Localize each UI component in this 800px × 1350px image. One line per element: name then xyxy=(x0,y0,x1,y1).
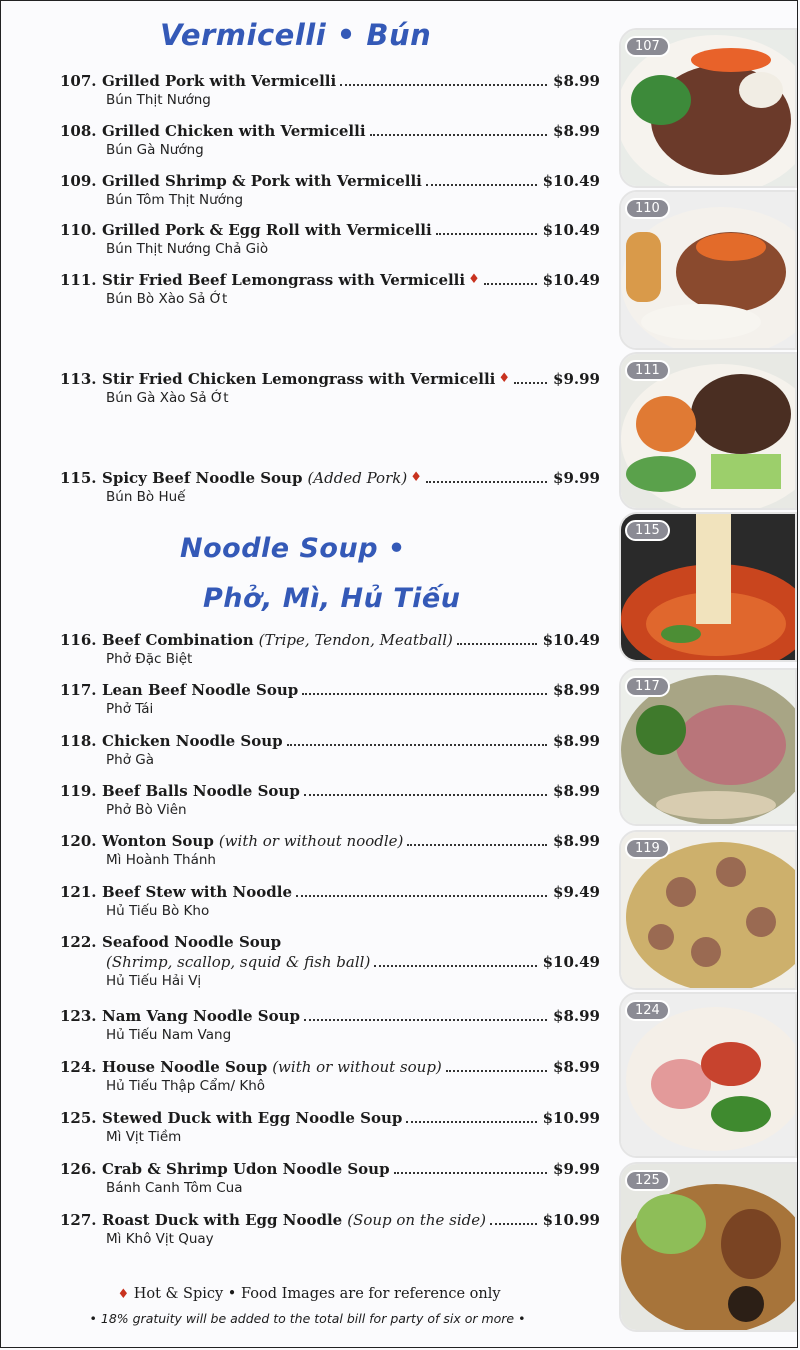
item-vietnamese-name: Mì Hoành Thánh xyxy=(106,852,216,868)
item-vietnamese-name: Bún Bò Huế xyxy=(106,489,186,505)
item-price: $8.99 xyxy=(553,782,600,800)
item-number: 107. xyxy=(60,72,97,90)
item-number: 124. xyxy=(60,1058,97,1076)
menu-item xyxy=(60,220,600,259)
item-name: Seafood Noodle Soup xyxy=(102,933,282,951)
chili-pepper-icon: ♦ xyxy=(468,272,480,287)
menu-item xyxy=(60,1108,600,1147)
item-price: $9.99 xyxy=(553,469,600,487)
menu-item xyxy=(60,781,600,820)
item-name: Lean Beef Noodle Soup xyxy=(102,681,299,699)
item-name: Stir Fried Beef Lemongrass with Vermicelli xyxy=(102,271,466,289)
dot-leader xyxy=(302,693,547,695)
item-price: $8.99 xyxy=(553,122,600,140)
photo-number-badge: 124 xyxy=(625,1000,670,1021)
food-photo xyxy=(619,1162,797,1332)
menu-item xyxy=(60,1057,600,1096)
item-price: $9.99 xyxy=(553,1160,600,1178)
item-note: (Shrimp, scallop, squid & fish ball) xyxy=(106,953,371,971)
menu-item xyxy=(60,630,600,669)
item-vietnamese-name: Phở Đặc Biệt xyxy=(106,651,193,667)
item-note: (with or without noodle) xyxy=(218,832,404,850)
dot-leader xyxy=(426,184,537,186)
item-price: $9.49 xyxy=(553,883,600,901)
item-number: 115. xyxy=(60,469,97,487)
item-number: 119. xyxy=(60,782,97,800)
dot-leader xyxy=(304,1019,547,1021)
legend-text: Hot & Spicy • Food Images are for reference only xyxy=(133,1286,501,1302)
noodle-soup-section-title: Noodle Soup • xyxy=(180,533,406,564)
item-vietnamese-name: Mì Khô Vịt Quay xyxy=(106,1231,214,1247)
item-vietnamese-name: Phở Tái xyxy=(106,701,154,717)
item-price: $8.99 xyxy=(553,72,600,90)
dot-leader xyxy=(484,283,537,285)
gratuity-note: • 18% gratuity will be added to the total bill for party of six or more • xyxy=(89,1311,526,1326)
dot-leader xyxy=(407,844,547,846)
item-price: $10.99 xyxy=(542,1211,600,1229)
item-vietnamese-name: Phở Bò Viên xyxy=(106,802,187,818)
item-name: Chicken Noodle Soup xyxy=(102,732,283,750)
dot-leader xyxy=(436,233,537,235)
dot-leader xyxy=(304,794,547,796)
item-price: $8.99 xyxy=(553,1058,600,1076)
item-name: Wonton Soup xyxy=(102,832,214,850)
item-price: $10.49 xyxy=(542,221,600,239)
item-price: $8.99 xyxy=(553,1007,600,1025)
chili-pepper-icon: ♦ xyxy=(498,371,511,386)
item-vietnamese-name: Bún Gà Xào Sả Ớt xyxy=(106,390,229,406)
menu-item xyxy=(60,680,600,719)
item-number: 113. xyxy=(60,370,97,388)
food-photo xyxy=(619,190,797,350)
item-vietnamese-name: Bún Thịt Nướng Chả Giò xyxy=(106,241,269,257)
item-vietnamese-name: Bánh Canh Tôm Cua xyxy=(106,1180,243,1196)
dot-leader xyxy=(457,643,537,645)
menu-item xyxy=(60,731,600,770)
item-vietnamese-name: Bún Tôm Thịt Nướng xyxy=(106,192,244,208)
dot-leader xyxy=(374,965,536,967)
food-photo xyxy=(619,28,797,188)
food-photo xyxy=(619,512,797,662)
dot-leader xyxy=(296,895,547,897)
food-photo xyxy=(619,992,797,1158)
dot-leader xyxy=(446,1070,547,1072)
item-number: 122. xyxy=(60,933,97,951)
photo-number-badge: 119 xyxy=(625,838,670,859)
photo-number-badge: 110 xyxy=(625,198,670,219)
item-vietnamese-name: Hủ Tiếu Bò Kho xyxy=(106,903,210,919)
item-number: 108. xyxy=(60,122,97,140)
spicy-legend xyxy=(0,1286,615,1302)
item-number: 118. xyxy=(60,732,97,750)
menu-item xyxy=(60,1159,600,1198)
item-price: $9.99 xyxy=(553,370,600,388)
item-number: 111. xyxy=(60,271,97,289)
menu-item xyxy=(60,1006,600,1045)
dot-leader xyxy=(426,481,547,483)
item-price: $10.49 xyxy=(542,271,600,289)
menu-item xyxy=(60,71,600,110)
item-number: 109. xyxy=(60,172,97,190)
photo-number-badge: 107 xyxy=(625,36,670,57)
dot-leader xyxy=(370,134,547,136)
photo-number-badge: 115 xyxy=(625,520,670,541)
item-name: House Noodle Soup xyxy=(102,1058,268,1076)
menu-item xyxy=(60,121,600,160)
item-name: Nam Vang Noodle Soup xyxy=(102,1007,301,1025)
item-price: $8.99 xyxy=(553,681,600,699)
item-number: 120. xyxy=(60,832,97,850)
item-number: 121. xyxy=(60,883,97,901)
item-note: (Added Pork) xyxy=(307,469,408,487)
food-photo xyxy=(619,830,797,990)
item-price: $8.99 xyxy=(553,732,600,750)
item-price: $8.99 xyxy=(553,832,600,850)
item-note: (Tripe, Tendon, Meatball) xyxy=(258,631,453,649)
item-vietnamese-name: Mì Vịt Tiềm xyxy=(106,1129,182,1145)
photo-number-badge: 125 xyxy=(625,1170,670,1191)
item-price: $10.49 xyxy=(542,953,600,971)
item-number: 116. xyxy=(60,631,97,649)
dot-leader xyxy=(394,1172,547,1174)
item-name: Grilled Pork & Egg Roll with Vermicelli xyxy=(102,221,432,239)
item-number: 125. xyxy=(60,1109,97,1127)
photo-number-badge: 117 xyxy=(625,676,670,697)
menu-item xyxy=(60,171,600,210)
menu-item xyxy=(60,882,600,921)
food-photo xyxy=(619,352,797,510)
item-price: $10.99 xyxy=(542,1109,600,1127)
dot-leader xyxy=(406,1121,536,1123)
item-number: 123. xyxy=(60,1007,97,1025)
item-name: Grilled Chicken with Vermicelli xyxy=(102,122,366,140)
item-vietnamese-name: Bún Gà Nướng xyxy=(106,142,204,158)
item-number: 117. xyxy=(60,681,97,699)
item-price: $10.49 xyxy=(542,631,600,649)
dot-leader xyxy=(287,744,547,746)
item-vietnamese-name: Bún Bò Xào Sả Ớt xyxy=(106,291,228,307)
item-price: $10.49 xyxy=(542,172,600,190)
item-name: Roast Duck with Egg Noodle xyxy=(102,1211,343,1229)
item-number: 127. xyxy=(60,1211,97,1229)
item-name: Beef Combination xyxy=(102,631,254,649)
item-name: Stewed Duck with Egg Noodle Soup xyxy=(102,1109,403,1127)
item-vietnamese-name: Bún Thịt Nướng xyxy=(106,92,211,108)
noodle-soup-section-subtitle: Phở, Mì, Hủ Tiếu xyxy=(203,583,461,614)
dot-leader xyxy=(340,84,547,86)
chili-pepper-icon: ♦ xyxy=(117,1287,130,1302)
item-name: Stir Fried Chicken Lemongrass with Vermicelli xyxy=(102,370,496,388)
menu-item xyxy=(60,270,600,309)
item-vietnamese-name: Hủ Tiếu Nam Vang xyxy=(106,1027,232,1043)
dot-leader xyxy=(490,1223,537,1225)
food-photo xyxy=(619,668,797,826)
photo-number-badge: 111 xyxy=(625,360,670,381)
menu-item xyxy=(60,932,600,991)
menu-item xyxy=(60,1210,600,1249)
item-name: Grilled Pork with Vermicelli xyxy=(102,72,337,90)
item-name: Beef Stew with Noodle xyxy=(102,883,292,901)
item-name: Spicy Beef Noodle Soup xyxy=(102,469,303,487)
menu-item xyxy=(60,369,600,408)
item-note: (with or without soup) xyxy=(272,1058,442,1076)
menu-item xyxy=(60,468,600,507)
item-number: 110. xyxy=(60,221,97,239)
vermicelli-section-title: Vermicelli • Bún xyxy=(160,18,432,52)
item-vietnamese-name: Hủ Tiếu Thập Cẩm/ Khô xyxy=(106,1078,266,1094)
item-name: Grilled Shrimp & Pork with Vermicelli xyxy=(102,172,422,190)
item-vietnamese-name: Hủ Tiếu Hải Vị xyxy=(106,973,202,989)
item-name: Crab & Shrimp Udon Noodle Soup xyxy=(102,1160,390,1178)
menu-item xyxy=(60,831,600,870)
item-vietnamese-name: Phở Gà xyxy=(106,752,154,768)
item-note: (Soup on the side) xyxy=(347,1211,487,1229)
dot-leader xyxy=(514,382,547,384)
chili-pepper-icon: ♦ xyxy=(410,470,422,485)
item-number: 126. xyxy=(60,1160,97,1178)
item-name: Beef Balls Noodle Soup xyxy=(102,782,300,800)
